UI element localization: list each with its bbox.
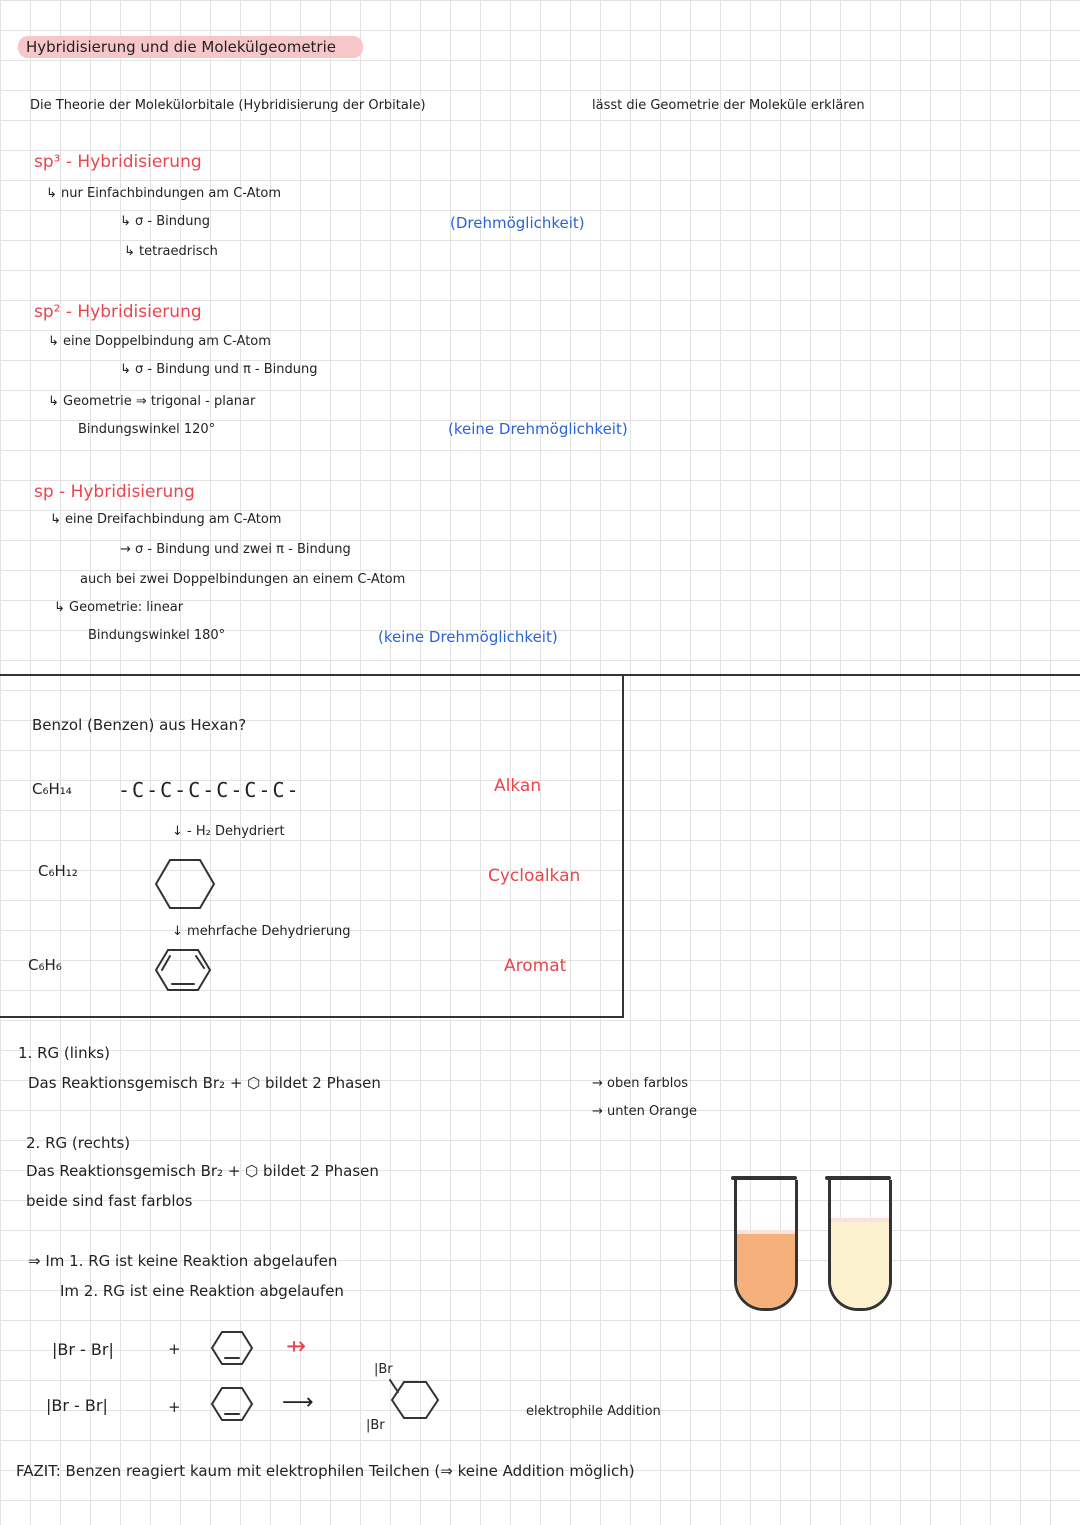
sp-line2: → σ - Bindung und zwei π - Bindung <box>120 542 351 557</box>
sp-line5: Bindungswinkel 180° <box>88 628 226 643</box>
sp2-line4: Bindungswinkel 120° <box>78 422 216 437</box>
dehydration-step2: ↓ mehrfache Dehydrierung <box>172 924 351 939</box>
reaction1-reagent: |Br - Br| <box>52 1340 114 1359</box>
sp3-line3: ↳ tetraedrisch <box>124 244 218 259</box>
sp2-heading: sp² - Hybridisierung <box>34 302 202 322</box>
right-tube-bottom-phase <box>831 1222 889 1308</box>
label-cycloalkan: Cycloalkan <box>488 866 581 886</box>
reaction1-no-reaction-arrow: ⇸ <box>286 1332 307 1360</box>
rg2-text2: beide sind fast farblos <box>26 1192 193 1210</box>
sp-note: (keine Drehmöglichkeit) <box>378 628 558 646</box>
reaction2-reagent: |Br - Br| <box>46 1396 108 1415</box>
benzene-ring-drawing <box>150 946 220 996</box>
sp-line4: ↳ Geometrie: linear <box>54 600 184 615</box>
rg1-heading: 1. RG (links) <box>18 1044 110 1062</box>
sp2-note: (keine Drehmöglichkeit) <box>448 420 628 438</box>
left-tube-bottom-phase <box>737 1234 795 1308</box>
reaction1-plus: + <box>168 1340 181 1358</box>
product-br-bottom: |Br <box>366 1418 385 1433</box>
benzene-question: Benzol (Benzen) aus Hexan? <box>32 716 247 734</box>
reaction2-arrow: ⟶ <box>282 1390 314 1415</box>
rg1-text: Das Reaktionsgemisch Br₂ + ⬡ bildet 2 Phasen <box>28 1074 381 1092</box>
conclusion-line2: Im 2. RG ist eine Reaktion abgelaufen <box>60 1282 344 1300</box>
intro-text-b: lässt die Geometrie der Moleküle erklären <box>592 98 865 113</box>
intro-text-a: Die Theorie der Molekülorbitale (Hybridisierung der Orbitale) <box>30 98 426 113</box>
rg2-heading: 2. RG (rechts) <box>26 1134 131 1152</box>
label-aromat: Aromat <box>504 956 567 976</box>
fazit: FAZIT: Benzen reagiert kaum mit elektrophilen Teilchen (⇒ keine Addition möglich) <box>16 1462 635 1480</box>
label-alkan: Alkan <box>494 776 542 796</box>
reaction2-plus: + <box>168 1398 181 1416</box>
rg1-top: → oben farblos <box>592 1076 689 1091</box>
formula-benzene: C₆H₆ <box>28 956 62 974</box>
formula-cyclohexane: C₆H₁₂ <box>38 862 78 880</box>
sp-line1: ↳ eine Dreifachbindung am C-Atom <box>50 512 282 527</box>
sp2-line3: ↳ Geometrie ⇒ trigonal - planar <box>48 394 256 409</box>
left-test-tube <box>734 1180 798 1311</box>
right-test-tube <box>828 1180 892 1311</box>
product-ring-drawing <box>386 1378 446 1422</box>
formula-hexane: C₆H₁₄ <box>32 780 72 798</box>
sp2-line2: ↳ σ - Bindung und π - Bindung <box>120 362 318 377</box>
sp-line3: auch bei zwei Doppelbindungen an einem C-Atom <box>80 572 406 587</box>
page-title: Hybridisierung und die Molekülgeometrie <box>26 38 336 56</box>
sp3-heading: sp³ - Hybridisierung <box>34 152 202 172</box>
rg2-text: Das Reaktionsgemisch Br₂ + ⬡ bildet 2 Phasen <box>26 1162 379 1180</box>
sp3-line2: ↳ σ - Bindung <box>120 214 210 229</box>
dehydration-step1: ↓ - H₂ Dehydriert <box>172 824 285 839</box>
reaction1-benzene-ring <box>208 1328 256 1368</box>
cyclohexane-ring-drawing <box>150 856 220 916</box>
conclusion-line1: ⇒ Im 1. RG ist keine Reaktion abgelaufen <box>28 1252 338 1270</box>
rg1-bottom: → unten Orange <box>592 1104 698 1119</box>
sp3-line1: ↳ nur Einfachbindungen am C-Atom <box>46 186 282 201</box>
carbon-chain: -C-C-C-C-C-C- <box>118 778 301 802</box>
sp3-note: (Drehmöglichkeit) <box>450 214 585 232</box>
sp-heading: sp - Hybridisierung <box>34 482 195 502</box>
electrophilic-addition-label: elektrophile Addition <box>526 1404 661 1419</box>
product-br-top: |Br <box>374 1362 393 1377</box>
sp2-line1: ↳ eine Doppelbindung am C-Atom <box>48 334 271 349</box>
reaction2-benzene-ring <box>208 1384 256 1424</box>
